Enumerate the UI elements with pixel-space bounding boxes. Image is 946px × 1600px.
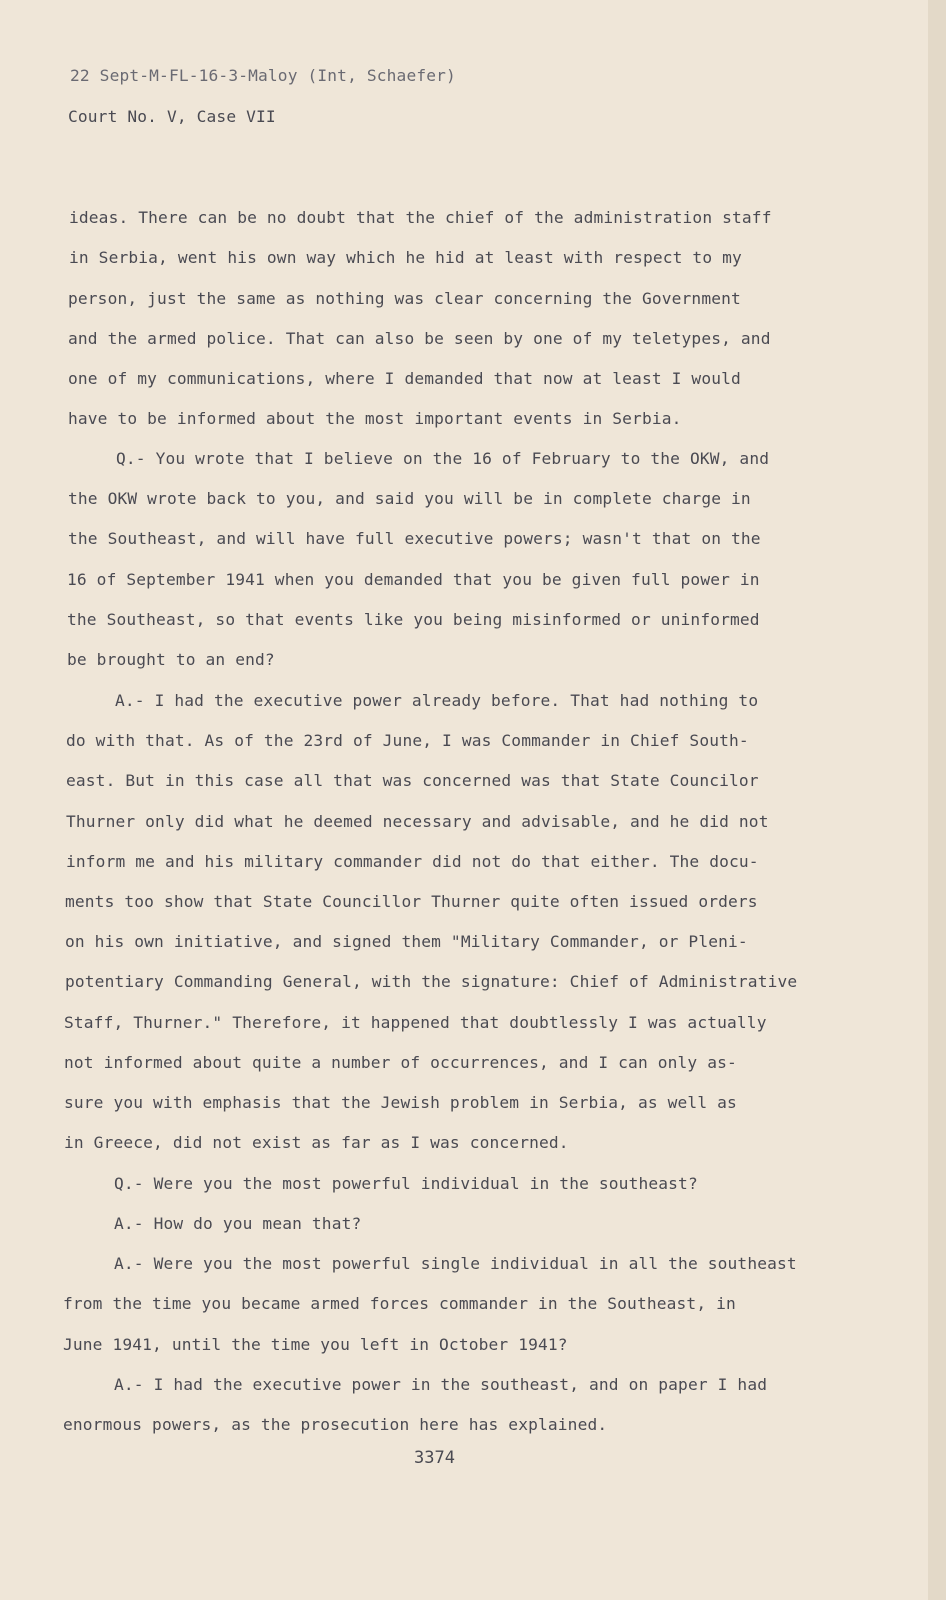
text-line: do with that. As of the 23rd of June, I was Commander in Chief South- (66, 731, 749, 750)
text-line: A.- I had the executive power already before. That had nothing to (115, 691, 759, 710)
text-line: A.- I had the executive power in the southeast, and on paper I had (114, 1375, 768, 1394)
text-line: Q.- You wrote that I believe on the 16 of February to the OKW, and (116, 449, 770, 468)
page-edge (928, 0, 946, 1600)
text-line: on his own initiative, and signed them "Military Commander, or Pleni- (65, 932, 748, 951)
text-line: June 1941, until the time you left in October 1941? (63, 1335, 568, 1354)
header-docket-line: 22 Sept-M-FL-16-3-Maloy (Int, Schaefer) (70, 66, 456, 85)
text-line: not informed about quite a number of occurrences, and I can only as- (64, 1053, 737, 1072)
text-line: inform me and his military commander did not do that either. The docu- (66, 852, 759, 871)
text-line: Thurner only did what he deemed necessary and advisable, and he did not (66, 812, 769, 831)
text-line: be brought to an end? (67, 650, 275, 669)
text-line: potentiary Commanding General, with the signature: Chief of Administrative (65, 972, 798, 991)
text-line: in Serbia, went his own way which he hid at least with respect to my (69, 248, 742, 267)
text-line: A.- How do you mean that? (114, 1214, 362, 1233)
text-line: sure you with emphasis that the Jewish problem in Serbia, as well as (64, 1093, 737, 1112)
text-line: the OKW wrote back to you, and said you will be in complete charge in (68, 489, 751, 508)
text-line: the Southeast, so that events like you being misinformed or uninformed (67, 610, 760, 629)
text-line: one of my communications, where I demanded that now at least I would (68, 369, 741, 388)
text-line: and the armed police. That can also be seen by one of my teletypes, and (68, 329, 771, 348)
text-line: ideas. There can be no doubt that the chief of the administration staff (69, 208, 772, 227)
text-line: enormous powers, as the prosecution here has explained. (63, 1415, 608, 1434)
text-line: the Southeast, and will have full executive powers; wasn't that on the (68, 529, 761, 548)
text-line: 16 of September 1941 when you demanded that you be given full power in (67, 570, 760, 589)
text-line: have to be informed about the most important events in Serbia. (68, 409, 682, 428)
header-court-line: Court No. V, Case VII (68, 107, 276, 126)
text-line: Staff, Thurner." Therefore, it happened that doubtlessly I was actually (64, 1013, 767, 1032)
text-line: in Greece, did not exist as far as I was concerned. (64, 1133, 569, 1152)
text-line: from the time you became armed forces commander in the Southeast, in (63, 1294, 736, 1313)
text-line: Q.- Were you the most powerful individual in the southeast? (114, 1174, 698, 1193)
page-number: 3374 (414, 1448, 455, 1468)
text-line: east. But in this case all that was concerned was that State Councilor (66, 771, 759, 790)
text-line: person, just the same as nothing was clear concerning the Government (68, 289, 741, 308)
text-line: A.- Were you the most powerful single individual in all the southeast (114, 1254, 797, 1273)
text-line: ments too show that State Councillor Thurner quite often issued orders (65, 892, 758, 911)
